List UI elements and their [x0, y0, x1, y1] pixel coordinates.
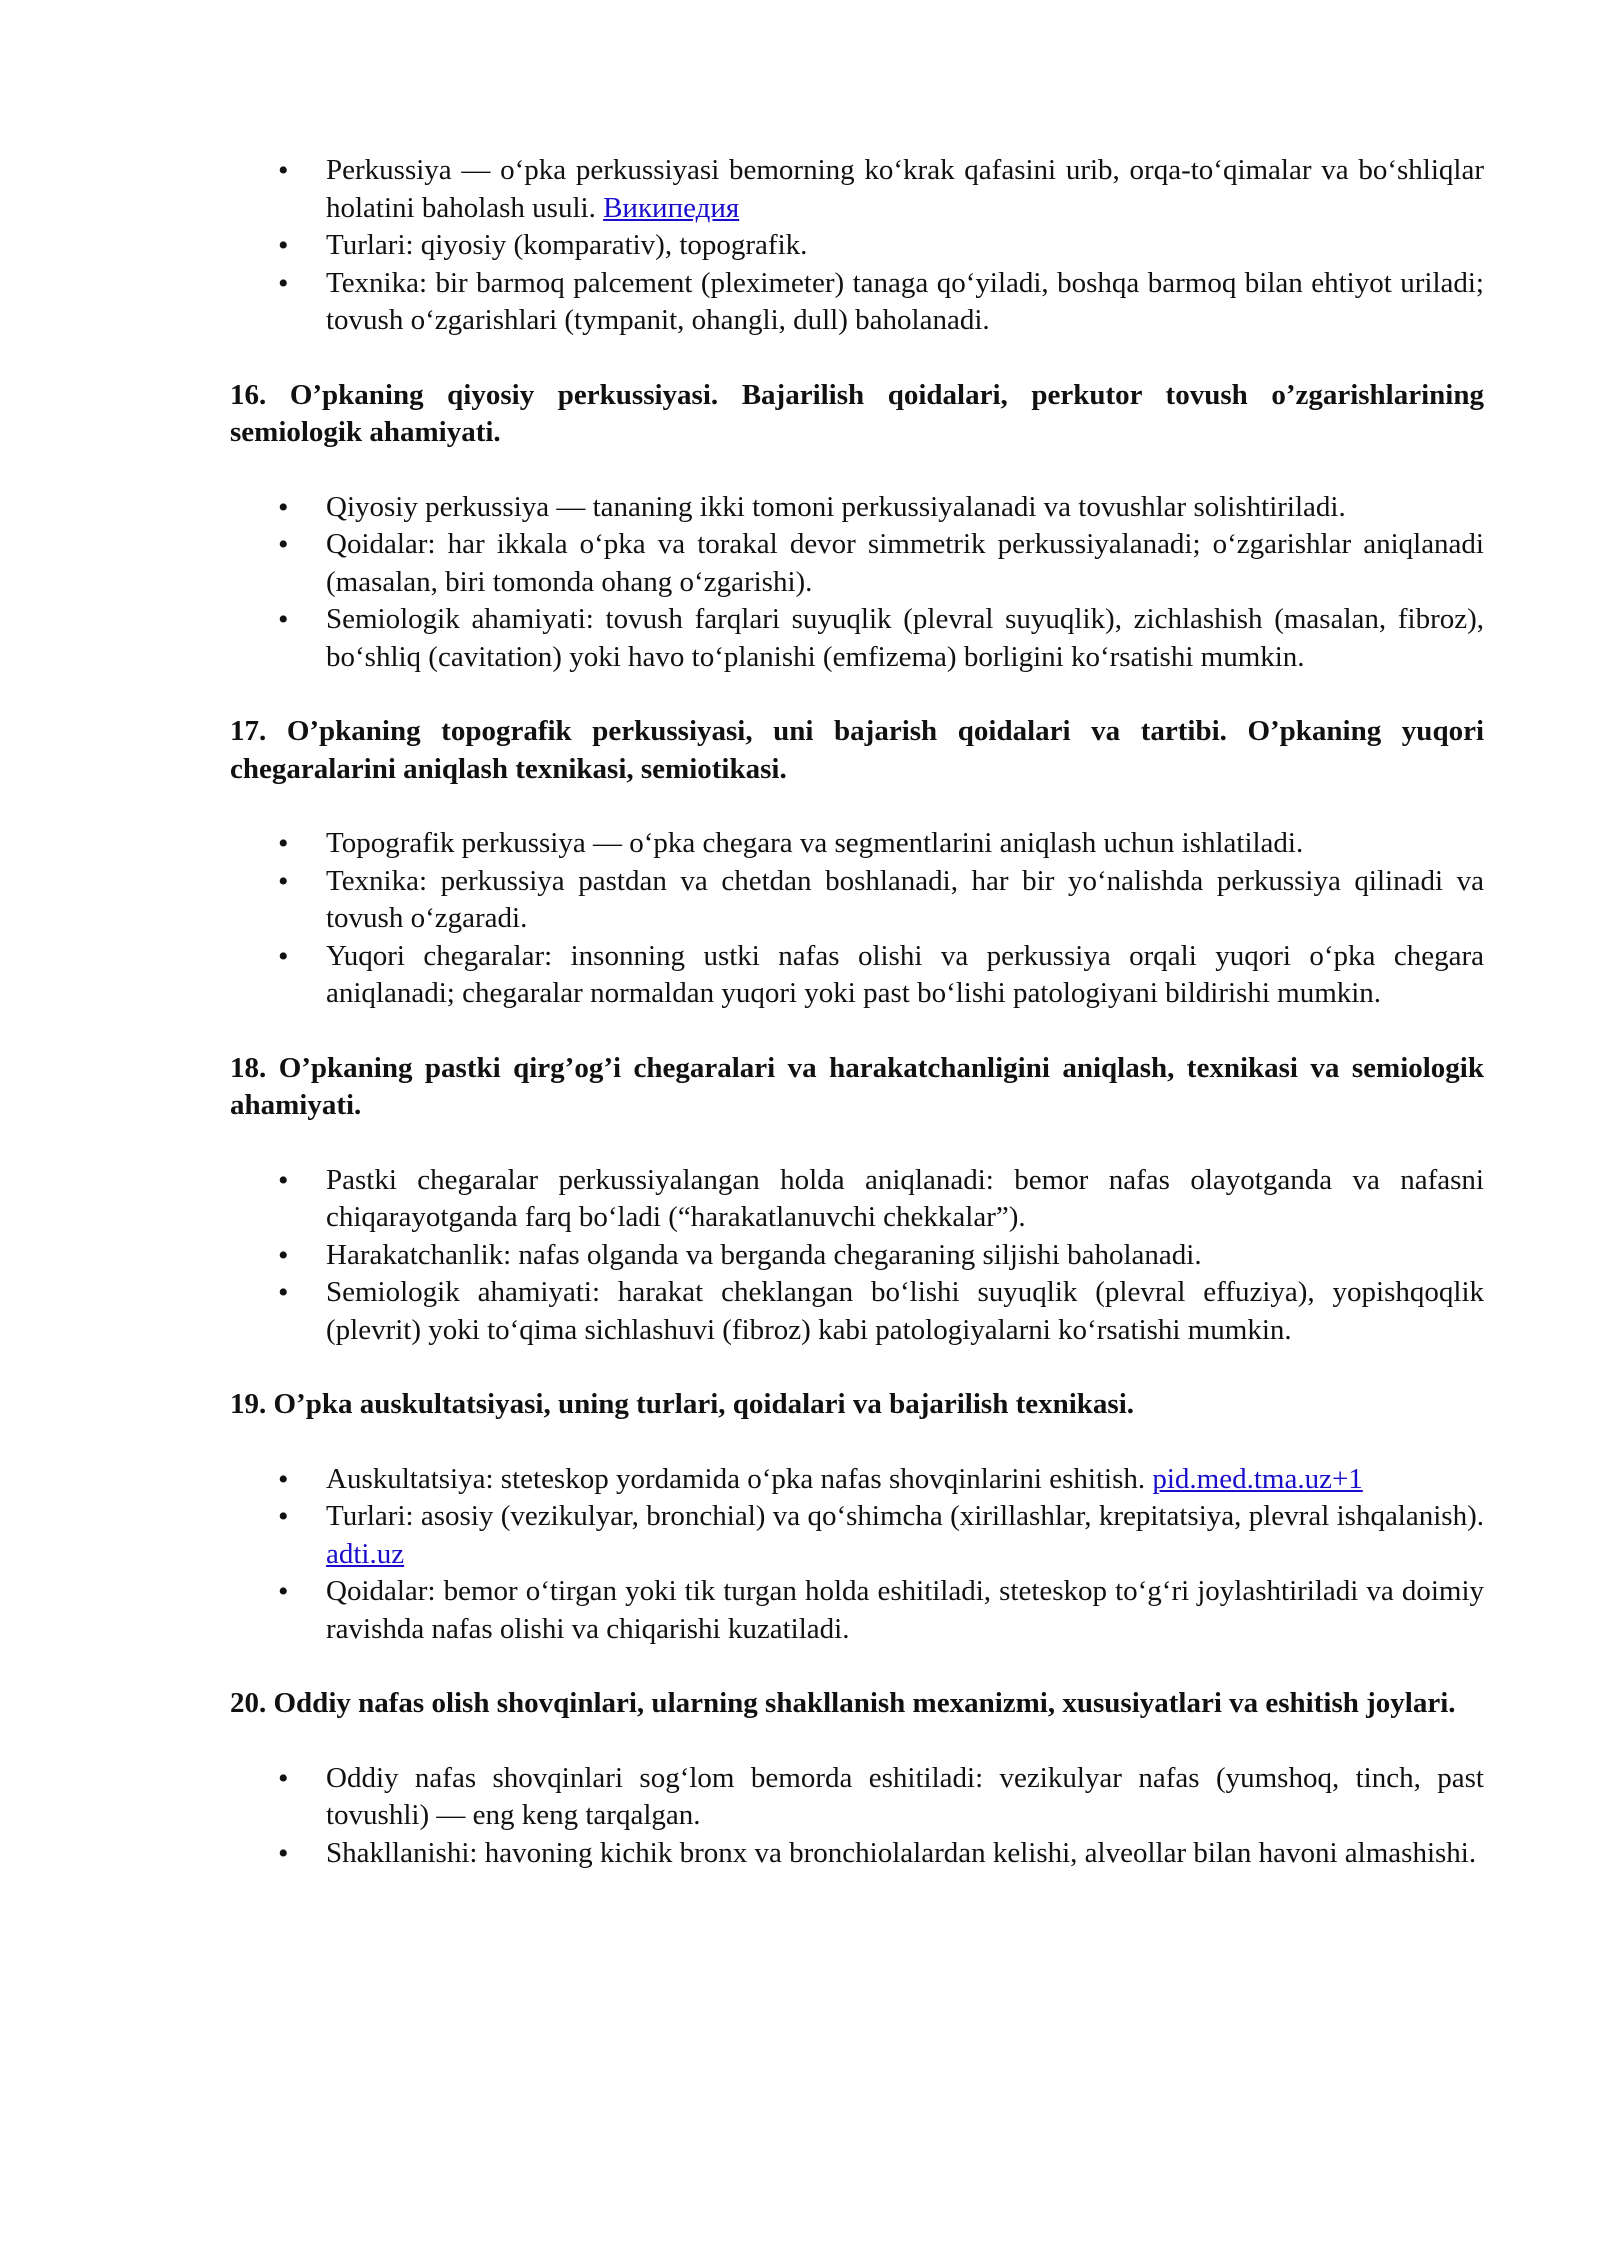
item-text: Texnika: perkussiya pastdan va chetdan boshlanadi, har bir yo‘nalishda perkussiya qilinadi va tovush o‘zgaradi. [326, 864, 1484, 934]
bullet-list-18 [230, 1162, 1484, 1350]
bullet-list-16 [230, 489, 1484, 677]
list-item [326, 1573, 1484, 1648]
item-text: Texnika: bir barmoq palcement (pleximeter) tanaga qo‘yiladi, boshqa barmoq bilan ehtiyot uriladi; tovush o‘zgarishlari (tympanit, ohangli, dull) baholanadi. [326, 266, 1484, 336]
item-text: Topografik perkussiya — o‘pka chegara va segmentlarini aniqlash uchun ishlatiladi. [326, 827, 1304, 859]
item-text: Qiyosiy perkussiya — tananing ikki tomoni perkussiyalanadi va tovushlar solishtiriladi. [326, 490, 1346, 523]
bullet-list-intro [230, 152, 1484, 340]
item-text: Semiologik ahamiyati: harakat cheklangan bo‘lishi suyuqlik (plevral effuziya), yopishqoqlik (plevrit) yoki to‘qima sichlashuvi (fibroz) kabi patologiyalarni ko‘rsatishi mumkin. [326, 1276, 1484, 1346]
list-item [326, 227, 1484, 265]
list-item [326, 152, 1484, 227]
list-item [326, 1237, 1484, 1275]
question-heading-16: 16. O’pkaning qiyosiy perkussiyasi. Bajarilish qoidalari, perkutor tovush o’zgarishlarining semiologik ahamiyati. [230, 378, 1484, 448]
item-text: Pastki chegaralar perkussiyalangan holda aniqlanadi: bemor nafas olayotganda va nafasni chiqarayotganda farq bo‘ladi (“harakatlanuvchi chekkalar”). [326, 1163, 1484, 1233]
question-heading-19: 19. O’pka auskultatsiyasi, uning turlari, qoidalari va bajarilish texnikasi. [230, 1388, 1135, 1420]
item-text: Oddiy nafas shovqinlari sog‘lom bemorda eshitiladi: vezikulyar nafas (yumshoq, tinch, past tovushli) — eng keng tarqalgan. [326, 1761, 1484, 1831]
question-heading-18: 18. O’pkaning pastki qirg’og’i chegaralari va harakatchanligini aniqlash, texnikasi va semiologik ahamiyati. [230, 1051, 1484, 1121]
item-text: Semiologik ahamiyati: tovush farqlari suyuqlik (plevral suyuqlik), zichlashish (masalan, fibroz), bo‘shliq (cavitation) yoki havo to‘planishi (emfizema) borligini ko‘rsatishi mumkin. [326, 603, 1484, 673]
list-item [326, 601, 1484, 676]
bullet-list-20 [230, 1760, 1484, 1873]
item-text: Qoidalar: bemor o‘tirgan yoki tik turgan holda eshitiladi, steteskop to‘g‘ri joylashtiriladi va doimiy ravishda nafas olishi va chiqarishi kuzatiladi. [326, 1575, 1484, 1645]
item-text: Yuqori chegaralar: insonning ustki nafas olishi va perkussiya orqali yuqori o‘pka chegara aniqlanadi; chegaralar normaldan yuqori yoki past bo‘lishi patologiyani bildirishi mumkin. [326, 939, 1484, 1009]
bullet-list-19 [230, 1461, 1484, 1649]
bullet-list-17 [230, 825, 1484, 1013]
item-text: Perkussiya — o‘pka perkussiyasi bemorning ko‘krak qafasini urib, orqa-to‘qimalar va bo‘shliqlar holatini baholash usuli. [326, 154, 1484, 224]
list-item [326, 526, 1484, 601]
list-item [326, 489, 1484, 527]
item-text: Shakllanishi: havoning kichik bronx va bronchiolalardan kelishi, alveollar bilan havoni almashishi. [326, 1836, 1477, 1869]
list-item [326, 825, 1484, 863]
source-link[interactable]: adti.uz [326, 1537, 405, 1570]
list-item [326, 1274, 1484, 1349]
list-item [326, 265, 1484, 340]
list-item [326, 1162, 1484, 1237]
question-heading-20: 20. Oddiy nafas olish shovqinlari, ularning shakllanish mexanizmi, xususiyatlari va eshitish joylari. [230, 1687, 1456, 1719]
list-item [326, 1835, 1484, 1873]
list-item [326, 938, 1484, 1013]
item-text: Turlari: asosiy (vezikulyar, bronchial) va qo‘shimcha (xirillashlar, krepitatsiya, plevral ishqalanish). [326, 1500, 1484, 1532]
list-item [326, 1760, 1484, 1835]
list-item [326, 1498, 1484, 1573]
list-item [326, 863, 1484, 938]
item-text: Turlari: qiyosiy (komparativ), topografik. [326, 229, 808, 261]
item-text: Auskultatsiya: steteskop yordamida o‘pka nafas shovqinlarini eshitish. [326, 1462, 1153, 1495]
item-text: Qoidalar: har ikkala o‘pka va torakal devor simmetrik perkussiyalanadi; o‘zgarishlar aniqlanadi (masalan, biri tomonda ohang o‘zgarishi). [326, 528, 1484, 598]
item-text: Harakatchanlik: nafas olganda va berganda chegaraning siljishi baholanadi. [326, 1238, 1202, 1271]
source-link[interactable]: Википедия [603, 191, 740, 224]
source-link[interactable]: pid.med.tma.uz+1 [1152, 1462, 1363, 1495]
list-item [326, 1461, 1484, 1499]
question-heading-17: 17. O’pkaning topografik perkussiyasi, uni bajarish qoidalari va tartibi. O’pkaning yuqori chegaralarini aniqlash texnikasi, semiotikasi. [230, 715, 1484, 785]
